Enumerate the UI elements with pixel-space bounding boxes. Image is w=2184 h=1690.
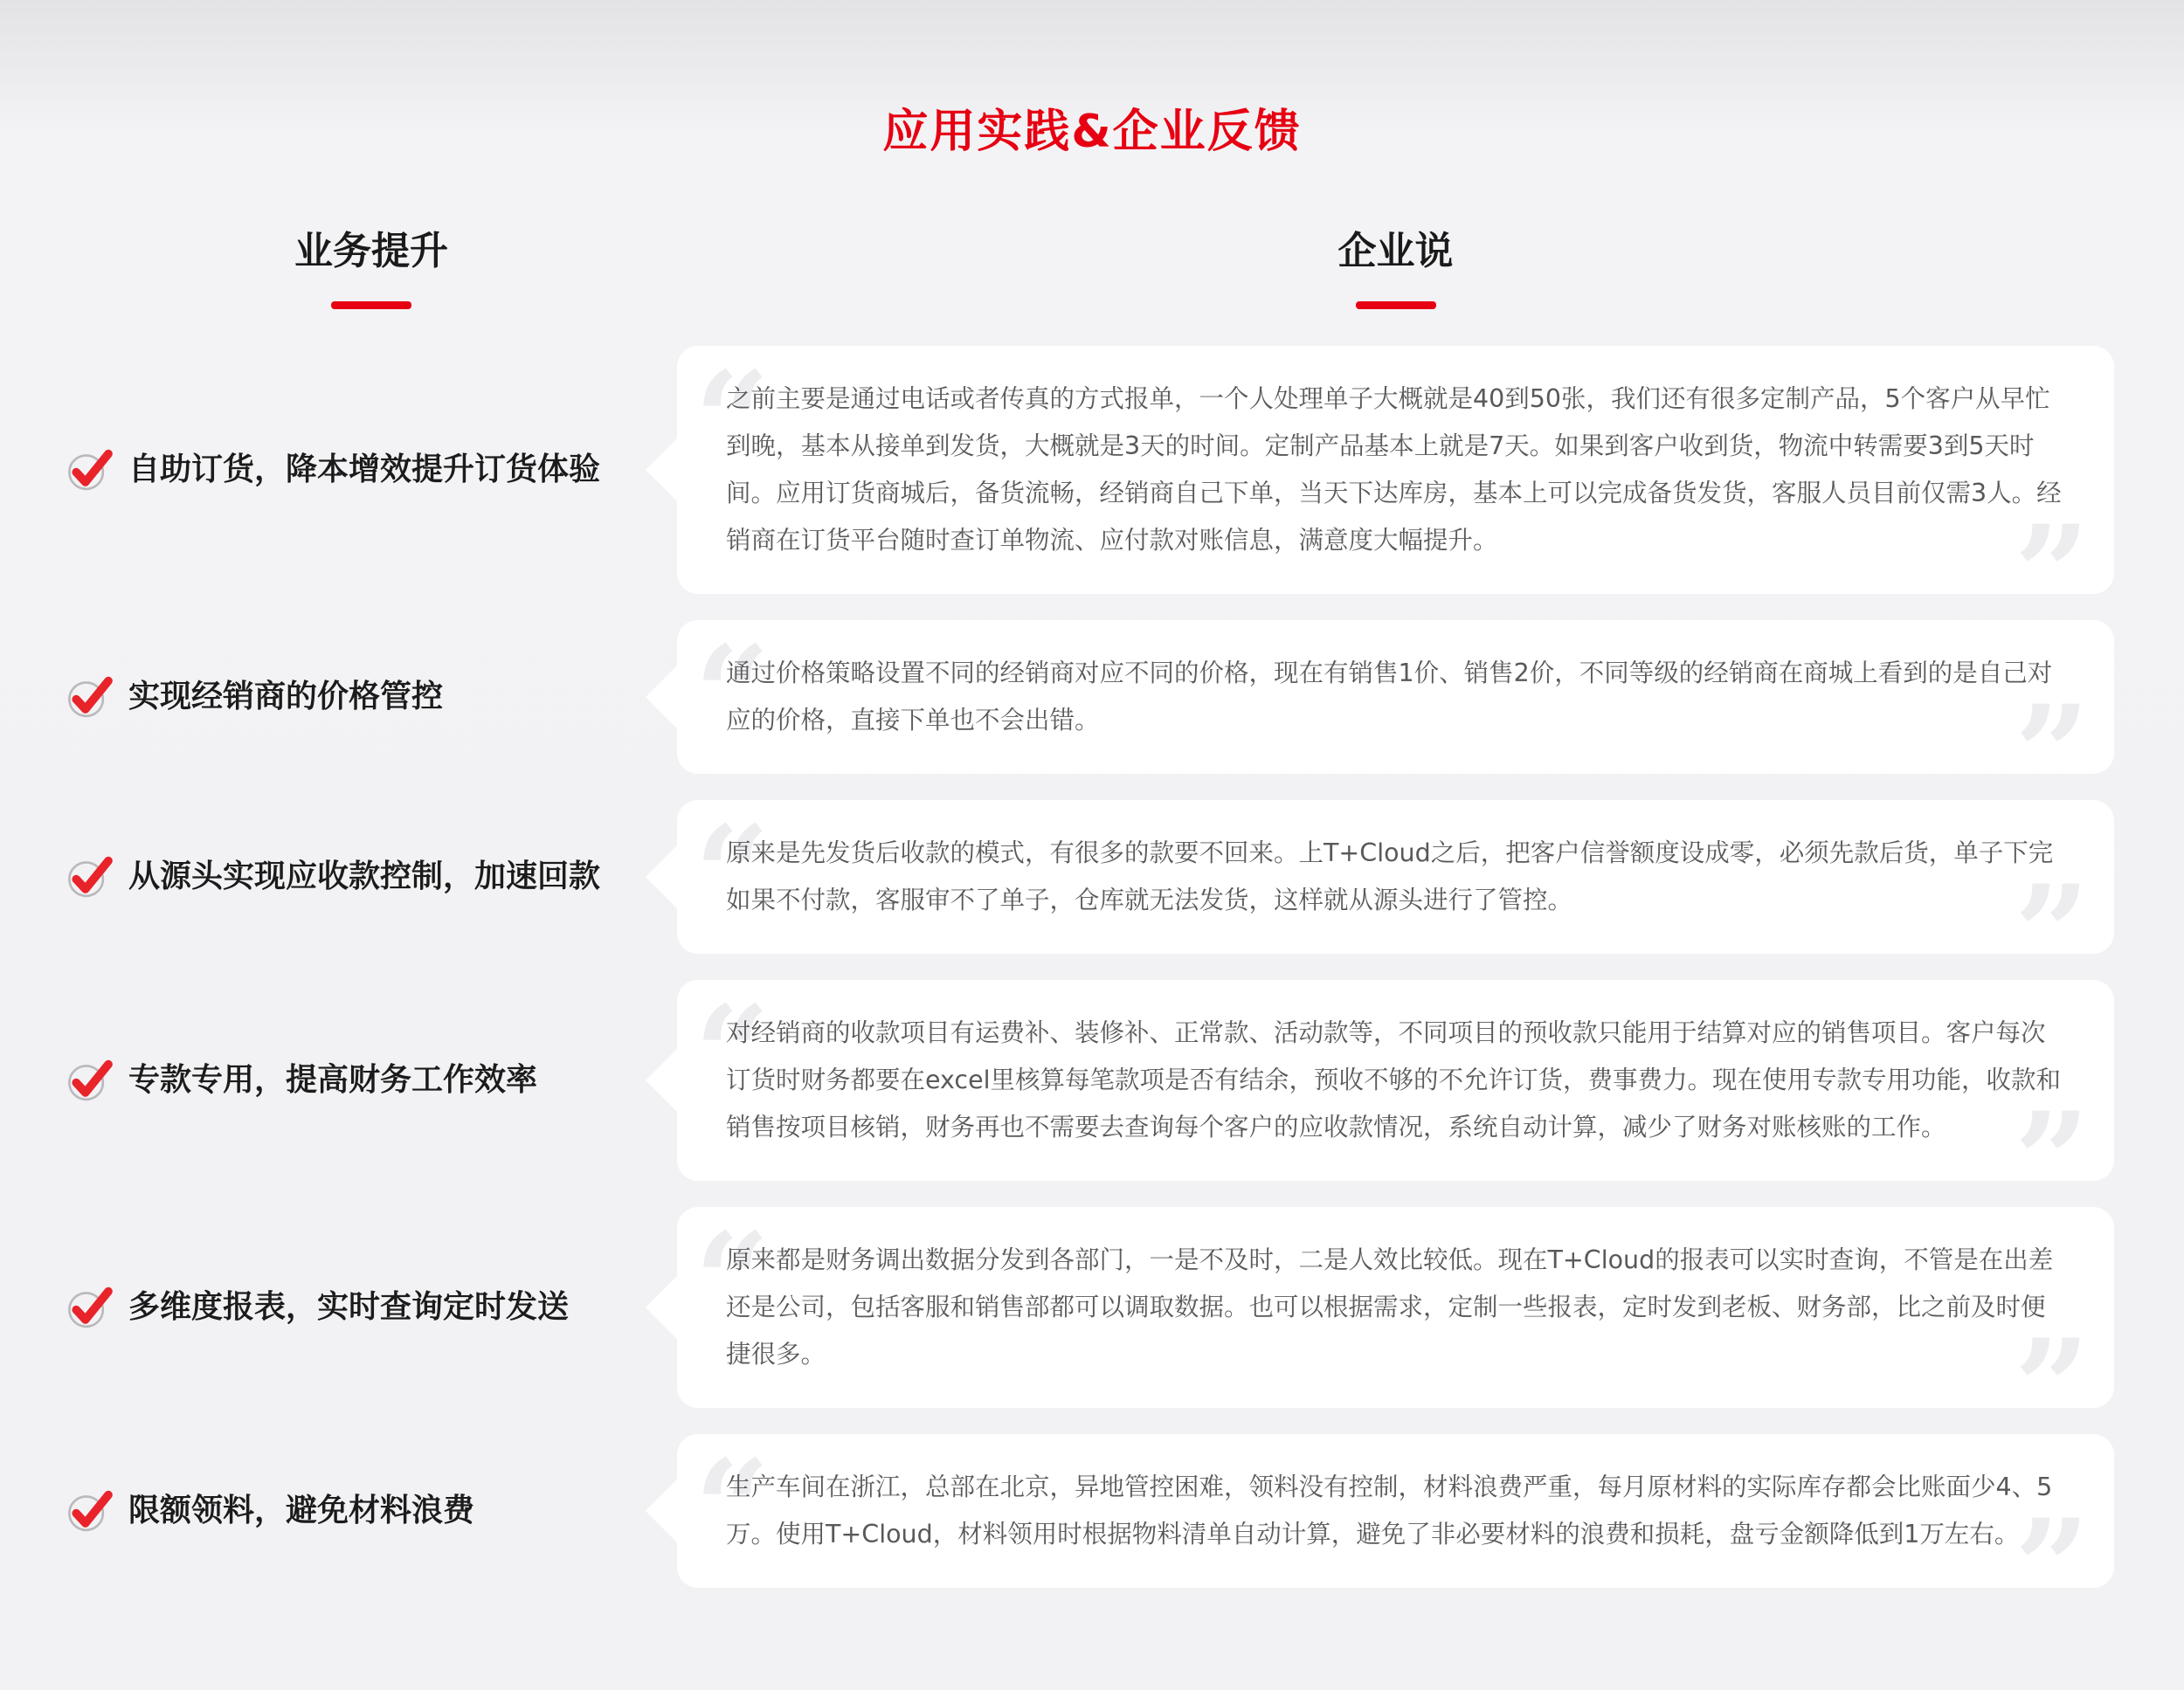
feature-item <box>66 1488 677 1534</box>
feature-item <box>66 447 677 493</box>
rows <box>0 343 2184 1645</box>
close-quote-icon: ” <box>2014 1084 2090 1238</box>
feature-label: 自助订货，降本增效提升订货体验 <box>128 451 601 487</box>
bubble-arrow-left-icon <box>646 437 679 503</box>
feature-item <box>66 1058 677 1103</box>
quote-bubble <box>677 617 2114 831</box>
feature-label: 多维度报表，实时查询定时发送 <box>128 1288 570 1325</box>
feature-row <box>66 977 2114 1238</box>
quote-bubble <box>677 1204 2114 1465</box>
open-quote-icon: “ <box>695 1431 771 1585</box>
feature-label: 专款专用，提高财务工作效率 <box>128 1061 538 1098</box>
quote-text: 通过价格策略设置不同的经销商对应不同的价格，现在有销售1价、销售2价，不同等级的经销商在商城上看到的是自己对应的价格，直接下单也不会出错。 <box>726 659 2053 735</box>
close-quote-icon: ” <box>2014 677 2090 831</box>
bubble-arrow-left-icon <box>646 844 679 910</box>
feature-item <box>66 674 677 720</box>
quote-text: 之前主要是通过电话或者传真的方式报单，一个人处理单子大概就是40到50张，我们还有很多定制产品，5个客户从早忙到晚，基本从接单到发货，大概就是3天的时间。定制产品基本上就是7天。如果到客户收到货，物流中转需要3到5天时间。应用订货商城后，备货流畅，经销商自己下单，当天下达库房，基本上可以完成备货发货，客服人员目前仅需3人。经销商在订货平台随时查订单物流、应付款对账信息，满意度大幅提升。 <box>726 384 2062 555</box>
bubble-arrow-left-icon <box>646 1047 679 1114</box>
column-title-business: 业务提升 <box>294 229 448 273</box>
close-quote-icon: ” <box>2014 1311 2090 1465</box>
check-circle-icon <box>66 674 114 720</box>
quote-bubble <box>677 343 2114 651</box>
quote-text: 对经销商的收款项目有运费补、装修补、正常款、活动款等，不同项目的预收款只能用于结算对应的销售项目。客户每次订货时财务都要在excel里核算每笔款项是否有结余，预收不够的不允许订货，费事费力。现在使用专款专用功能，收款和销售按项目核销，财务再也不需要去查询每个客户的应收款情况，系统自动计算，减少了财务对账核账的工作。 <box>726 1018 2062 1142</box>
close-quote-icon: ” <box>2014 1491 2090 1645</box>
red-underline-divider <box>1356 301 1436 309</box>
business-column-header <box>66 219 677 309</box>
column-title-enterprise: 企业说 <box>1337 229 1454 273</box>
feature-item <box>66 854 677 900</box>
bubble-arrow-left-icon <box>646 1478 679 1544</box>
feature-row <box>66 617 2114 831</box>
check-circle-icon <box>66 1488 114 1534</box>
feature-row <box>66 343 2114 651</box>
close-quote-icon: ” <box>2014 497 2090 651</box>
quote-text: 原来是先发货后收款的模式，有很多的款要不回来。上T+Cloud之后，把客户信誉额度设成零，必须先款后货，单子下完如果不付款，客服审不了单子，仓库就无法发货，这样就从源头进行了管控。 <box>726 838 2054 914</box>
bubble-arrow-left-icon <box>646 1274 679 1341</box>
quote-bubble <box>677 1431 2114 1645</box>
open-quote-icon: “ <box>695 1204 771 1358</box>
quote-bubble <box>677 977 2114 1238</box>
feature-label: 从源头实现应收款控制，加速回款 <box>128 858 601 894</box>
close-quote-icon: ” <box>2014 857 2090 1011</box>
check-circle-icon <box>66 447 114 493</box>
open-quote-icon: “ <box>695 977 771 1131</box>
feature-label: 限额领料，避免材料浪费 <box>128 1492 475 1528</box>
feature-row <box>66 797 2114 1011</box>
page-title: 应用实践&企业反馈 <box>882 106 1302 158</box>
feature-item <box>66 1285 677 1330</box>
feature-row <box>66 1431 2114 1645</box>
check-circle-icon <box>66 854 114 900</box>
feature-label: 实现经销商的价格管控 <box>128 678 444 714</box>
red-underline-divider <box>331 301 411 309</box>
check-circle-icon <box>66 1058 114 1103</box>
open-quote-icon: “ <box>695 797 771 951</box>
bubble-arrow-left-icon <box>646 664 679 730</box>
open-quote-icon: “ <box>695 617 771 771</box>
check-circle-icon <box>66 1285 114 1330</box>
open-quote-icon: “ <box>695 343 771 497</box>
columns-header <box>0 219 2184 309</box>
enterprise-column-header <box>677 219 2114 309</box>
quote-text: 生产车间在浙江，总部在北京，异地管控困难，领料没有控制，材料浪费严重，每月原材料的实际库存都会比账面少4、5万。使用T+Cloud，材料领用时根据物料清单自动计算，避免了非必要材料的浪费和损耗，盘亏金额降低到1万左右。 <box>726 1473 2053 1549</box>
quote-bubble <box>677 797 2114 1011</box>
feature-row <box>66 1204 2114 1465</box>
quote-text: 原来都是财务调出数据分发到各部门，一是不及时，二是人效比较低。现在T+Cloud的报表可以实时查询，不管是在出差还是公司，包括客服和销售部都可以调取数据。也可以根据需求，定制一些报表，定时发到老板、财务部，比之前及时便捷很多。 <box>726 1245 2054 1369</box>
